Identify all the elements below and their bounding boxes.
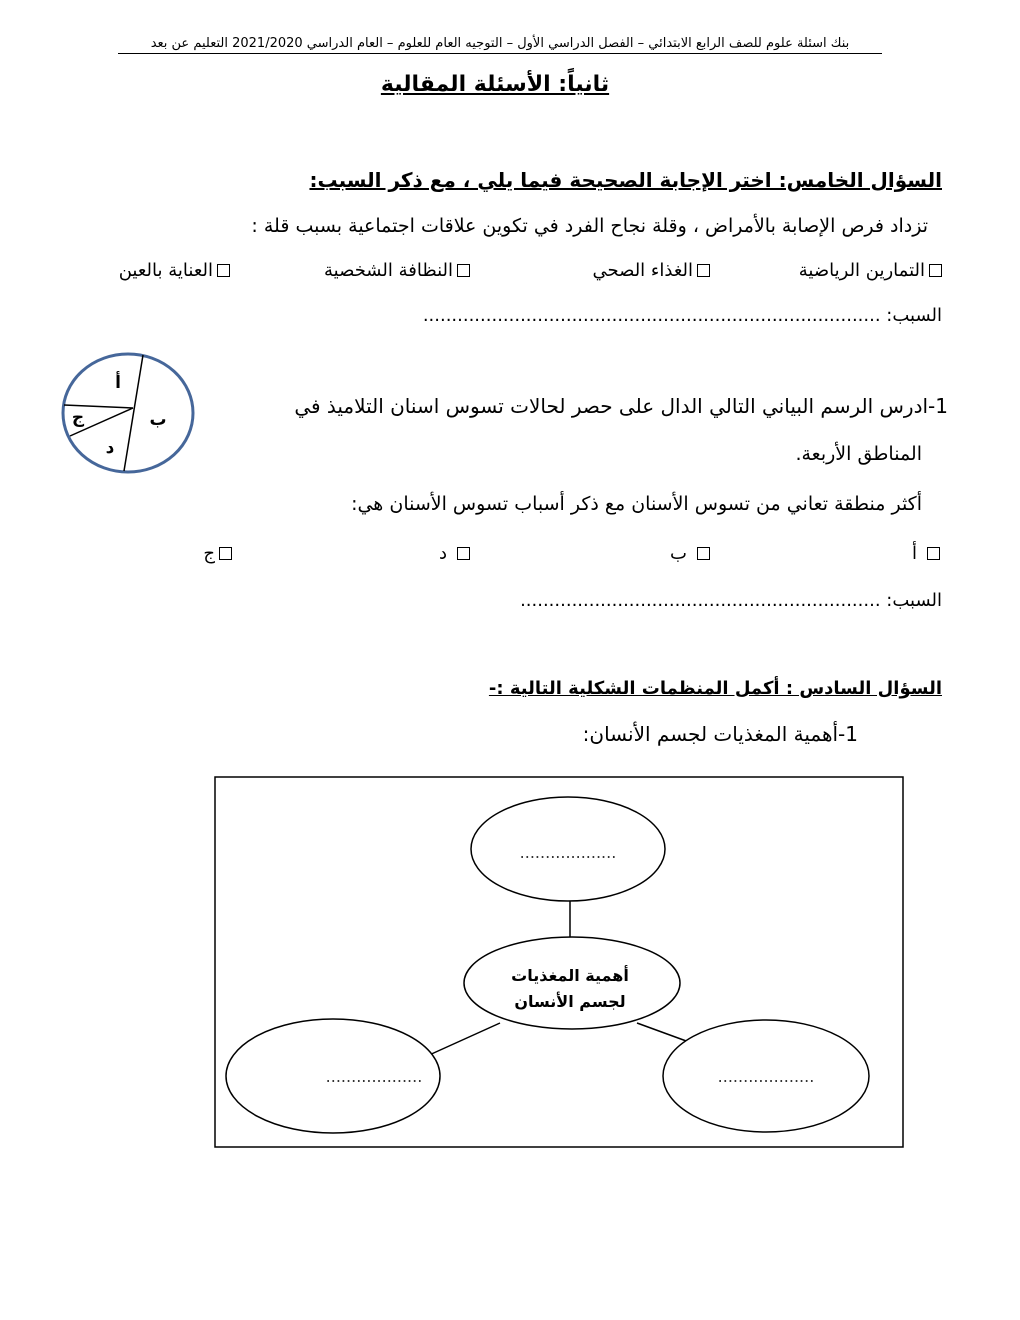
checkbox-icon[interactable] xyxy=(217,264,230,277)
pie-label-alif: أ xyxy=(115,373,121,393)
q5-item1-option-2[interactable]: الغذاء الصحي xyxy=(592,260,710,281)
q5-item2-option-3[interactable]: د xyxy=(439,543,470,564)
q5-item1-text: تزداد فرص الإصابة بالأمراض ، وقلة نجاح الفرد في تكوين علاقات اجتماعية بسبب قلة : xyxy=(251,215,928,237)
q5-item2-option-4[interactable]: ج xyxy=(203,543,232,564)
blank-left-text[interactable]: ................... xyxy=(325,1067,423,1086)
q6-item1-text: 1-أهمية المغذيات لجسم الأنسان: xyxy=(582,722,858,746)
checkbox-icon[interactable] xyxy=(457,547,470,560)
checkbox-icon[interactable] xyxy=(929,264,942,277)
q5-item2-option-1[interactable]: أ xyxy=(912,543,940,564)
pie-label-jim: ج xyxy=(71,408,85,428)
blank-right-text[interactable]: ................... xyxy=(717,1067,815,1086)
question-6-title: السؤال السادس : أكمل المنظمات الشكلية التالية :- xyxy=(488,678,942,699)
pie-chart xyxy=(58,350,198,476)
q5-item2-line1: 1-ادرس الرسم البياني التالي الدال على حصر لحالات تسوس اسنان التلاميذ في xyxy=(294,394,948,418)
answer-blank[interactable]: ................................................................................ xyxy=(422,305,881,326)
center-text-line1: أهمية المغذيات xyxy=(511,966,629,985)
question-5-title: السؤال الخامس: اختر الإجابة الصحيحة فيما يلي ، مع ذكر السبب: xyxy=(309,168,942,192)
answer-blank[interactable]: ............................................................... xyxy=(520,590,881,611)
blank-top-text[interactable]: ................... xyxy=(519,843,617,862)
page-header: بنك اسئلة علوم للصف الرابع الابتدائي – الفصل الدراسي الأول – التوجيه العام للعلوم – العام الدراسي 2021/2020 التعليم عن بعد xyxy=(118,36,882,54)
checkbox-icon[interactable] xyxy=(697,547,710,560)
checkbox-icon[interactable] xyxy=(697,264,710,277)
pie-label-ba: ب xyxy=(149,410,167,430)
q5-item1-option-3[interactable]: النظافة الشخصية xyxy=(324,260,470,281)
q5-item1-reason[interactable]: السبب: ................................................................................ xyxy=(422,305,942,326)
q5-item1-option-4[interactable]: العناية بالعين xyxy=(119,260,230,281)
q5-item2-reason[interactable]: السبب: ............................................................... xyxy=(520,590,942,611)
q5-item2-line2: المناطق الأربعة. xyxy=(795,443,922,465)
center-text-line2: لجسم الأنسان xyxy=(514,992,626,1011)
checkbox-icon[interactable] xyxy=(457,264,470,277)
pie-label-dal: د xyxy=(105,438,115,458)
q5-item1-option-1[interactable]: التمارين الرياضية xyxy=(799,260,942,281)
q5-item2-option-2[interactable]: ب xyxy=(670,543,710,564)
checkbox-icon[interactable] xyxy=(927,547,940,560)
concept-map xyxy=(214,776,904,1148)
checkbox-icon[interactable] xyxy=(219,547,232,560)
q5-item2-line3: أكثر منطقة تعاني من تسوس الأسنان مع ذكر أسباب تسوس الأسنان هي: xyxy=(351,493,922,515)
section-title: ثانياً: الأسئلة المقالية xyxy=(380,72,610,97)
